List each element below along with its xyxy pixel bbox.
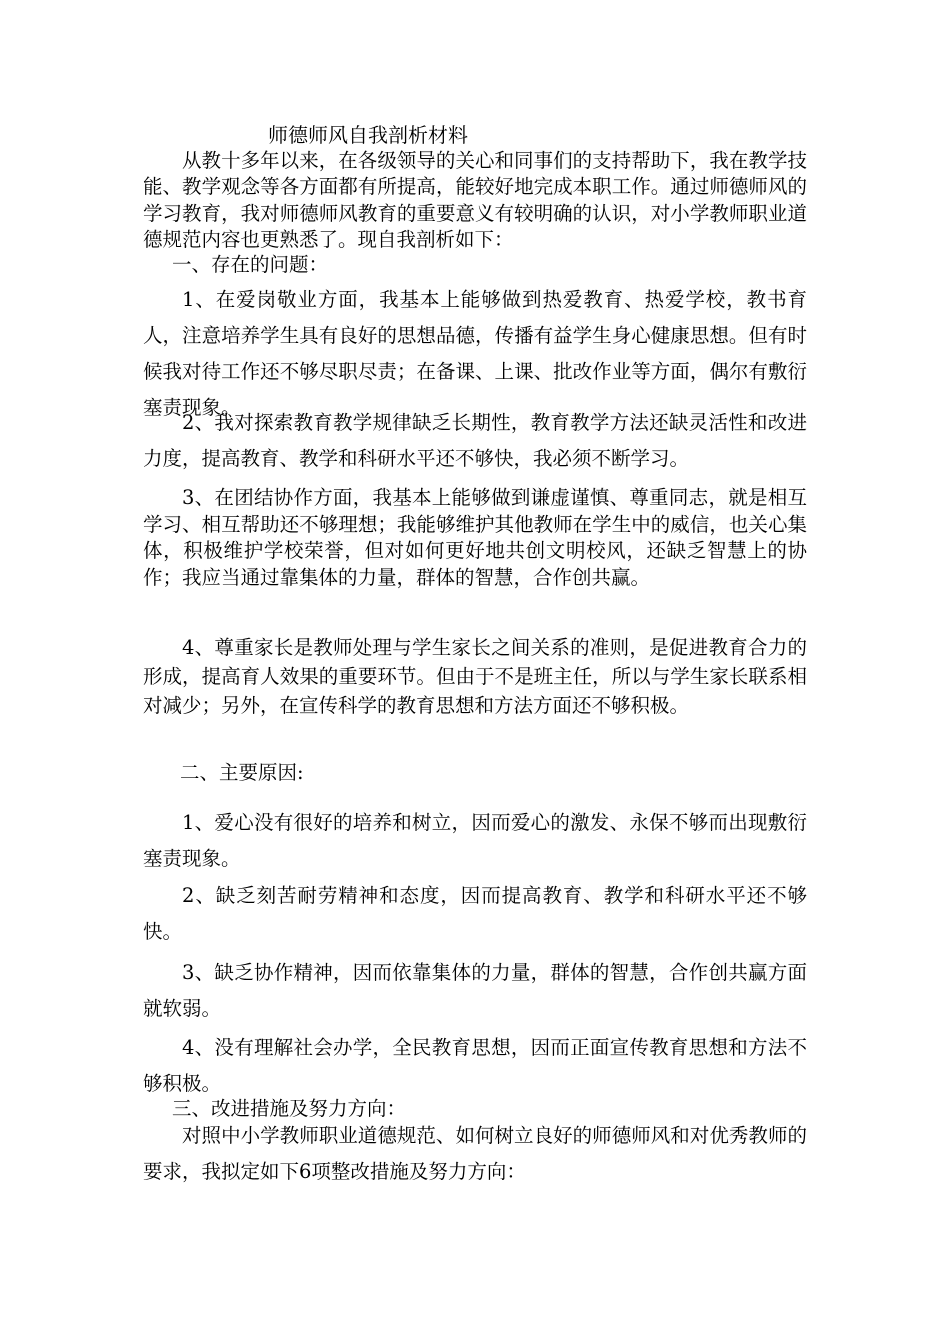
document-title: 师德师风自我剖析材料 xyxy=(268,123,468,147)
section1-heading: 一、存在的问题： xyxy=(172,253,329,276)
intro-paragraph: 从教十多年以来，在各级领导的关心和同事们的支持帮助下，我在教学技能、教学观念等各方面都有所提高，能较好地完成本职工作。通过师德师风的学习教育，我对师德师风教育的重要意义有较明确的认识，对小学教师职业道德规范内容也更熟悉了。现自我剖析如下： xyxy=(143,149,807,251)
section2-heading: 二、主要原因: xyxy=(180,761,304,784)
section3-intro: 对照中小学教师职业道德规范、如何树立良好的师德师风和对优秀教师的要求，我拟定如下6项整改措施及努力方向： xyxy=(143,1124,807,1183)
section2-item-1: 1、爱心没有很好的培养和树立，因而爱心的激发、永保不够而出现敷衍塞责现象。 xyxy=(143,811,807,870)
section1-item-1: 1、在爱岗敬业方面，我基本上能够做到热爱教育、热爱学校，教书育人，注意培养学生具有良好的思想品德，传播有益学生身心健康思想。但有时候我对待工作还不够尽职尽责；在备课、上课、批改作业等方面，偶尔有敷衍塞责现象。 xyxy=(143,288,807,419)
section2-item-3: 3、缺乏协作精神，因而依靠集体的力量，群体的智慧，合作创共赢方面就软弱。 xyxy=(143,961,807,1020)
section2-item-4: 4、没有理解社会办学，全民教育思想，因而正面宣传教育思想和方法不够积极。 xyxy=(143,1036,807,1095)
section2-item-2: 2、缺乏刻苦耐劳精神和态度，因而提高教育、教学和科研水平还不够快。 xyxy=(143,884,807,943)
section3-heading: 三、改进措施及努力方向： xyxy=(172,1097,407,1120)
section1-item-3: 3、在团结协作方面，我基本上能够做到谦虚谨慎、尊重同志，就是相互学习、相互帮助还不够理想；我能够维护其他教师在学生中的威信，也关心集体，积极维护学校荣誉，但对如何更好地共创文明校风，还缺乏智慧上的协作；我应当通过靠集体的力量，群体的智慧，合作创共赢。 xyxy=(143,486,807,589)
section1-item-2: 2、我对探索教育教学规律缺乏长期性，教育教学方法还缺灵活性和改进力度，提高教育、教学和科研水平还不够快，我必须不断学习。 xyxy=(143,411,807,470)
section1-item-4: 4、尊重家长是教师处理与学生家长之间关系的准则，是促进教育合力的形成，提高育人效果的重要环节。但由于不是班主任，所以与学生家长联系相对减少；另外，在宣传科学的教育思想和方法方面还不够积极。 xyxy=(143,636,807,717)
